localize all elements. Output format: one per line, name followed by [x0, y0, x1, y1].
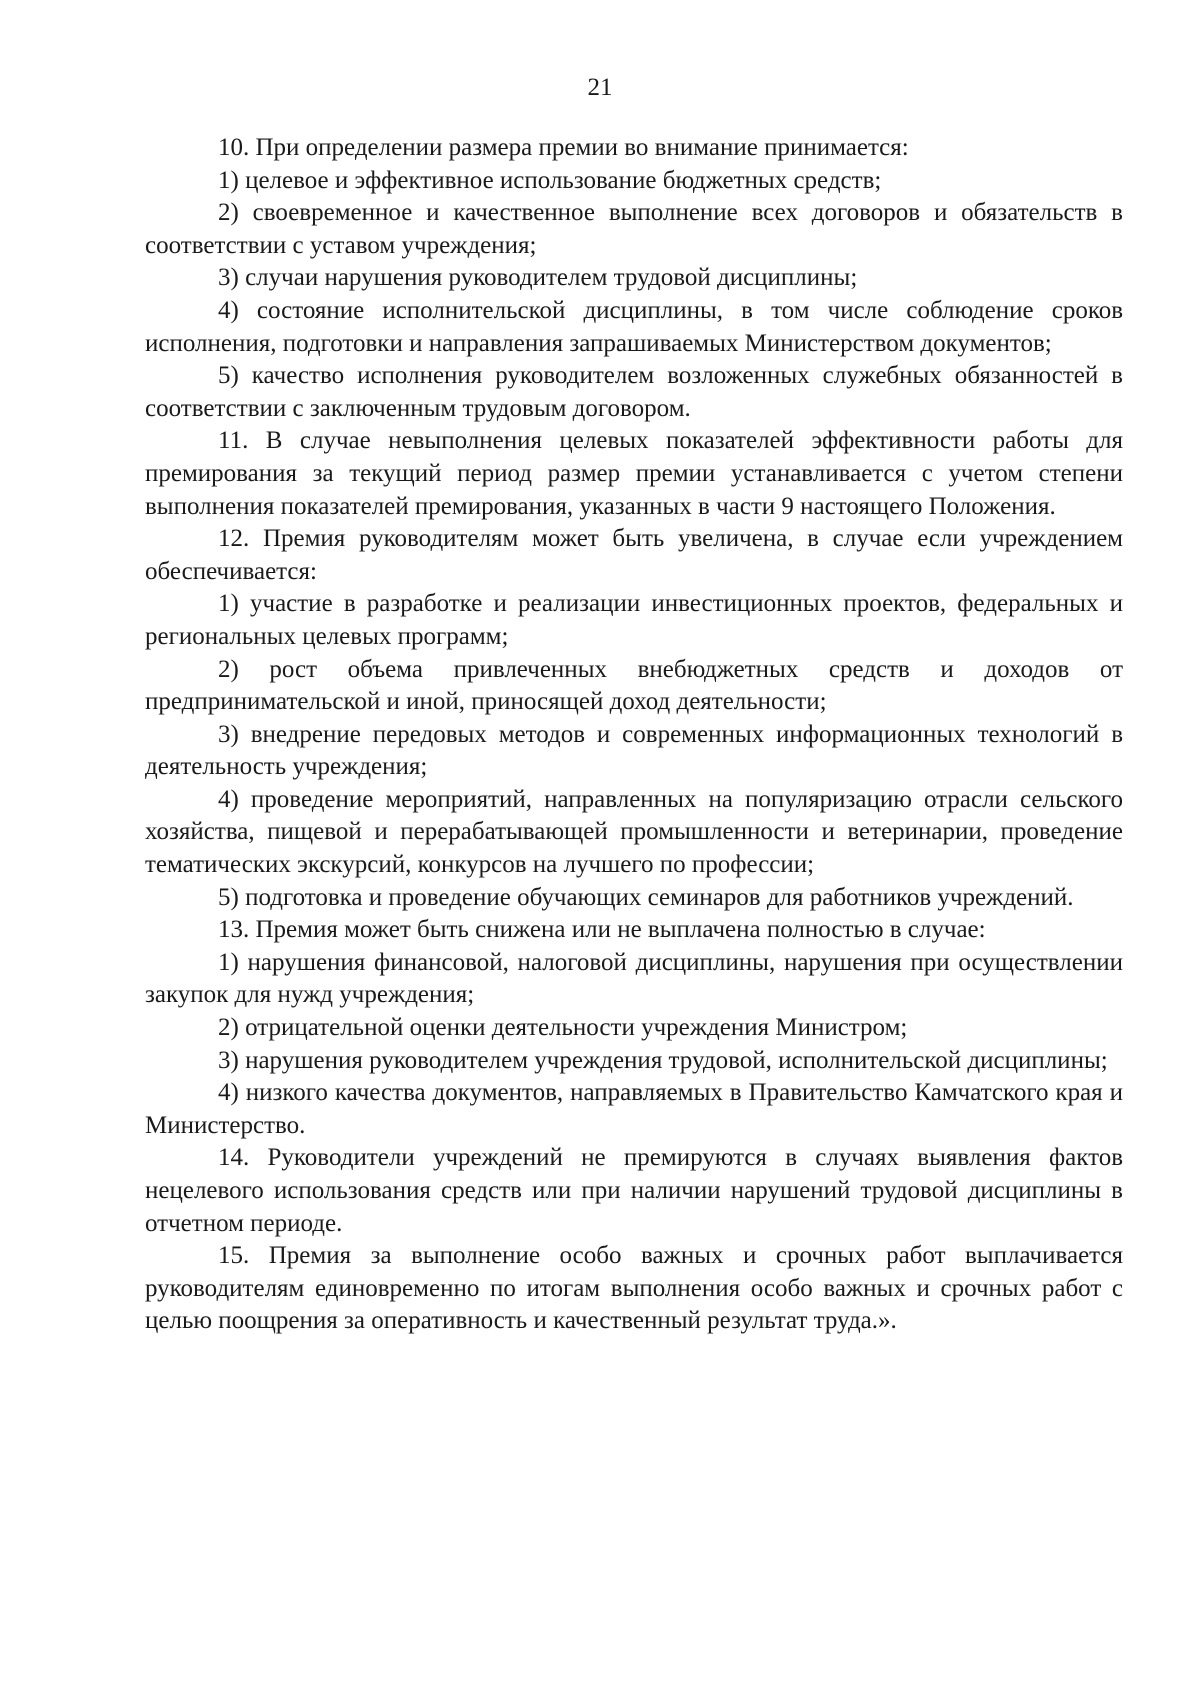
paragraph-14: 14. Руководители учреждений не премируются в случаях выявления фактов нецелевого использования средств или при наличии нарушений трудовой дисциплины в отчетном периоде. — [145, 1144, 1123, 1237]
paragraph-12-item-5: 5) подготовка и проведение обучающих семинаров для работников учреждений. — [218, 883, 1074, 911]
paragraph-12-item-3: 3) внедрение передовых методов и современных информационных технологий в деятельность учреждения; — [145, 720, 1123, 781]
paragraph-15: 15. Премия за выполнение особо важных и срочных работ выплачивается руководителям единовременно по итогам выполнения особо важных и срочных работ с целью поощрения за оперативность и качественный результат труда.». — [145, 1242, 1123, 1335]
paragraph-10-item-3: 3) случаи нарушения руководителем трудовой дисциплины; — [218, 264, 858, 292]
paragraph-10-item-4: 4) состояние исполнительской дисциплины, в том числе соблюдение сроков исполнения, подготовки и направления запрашиваемых Министерством документов; — [145, 296, 1123, 357]
paragraph-13: 13. Премия может быть снижена или не выплачена полностью в случае: — [218, 916, 986, 944]
paragraph-12-item-4: 4) проведение мероприятий, направленных на популяризацию отрасли сельского хозяйства, пищевой и перерабатывающей промышленности и ветеринарии, проведение тематических экскурсий, конкурсов на лучшего по профессии; — [145, 785, 1123, 879]
paragraph-10-item-5: 5) качество исполнения руководителем возложенных служебных обязанностей в соответствии с заключенным трудовым договором. — [145, 362, 1123, 422]
paragraph-10: 10. При определении размера премии во внимание принимается: — [218, 134, 909, 161]
paragraph-11: 11. В случае невыполнения целевых показателей эффективности работы для премирования за текущий период размер премии устанавливается с учетом степени выполнения показателей премирования, указанных в части 9 настоящего Положения. — [145, 427, 1123, 520]
document-body — [145, 132, 1123, 1338]
paragraph-13-item-2: 2) отрицательной оценки деятельности учреждения Министром; — [218, 1014, 908, 1042]
page-number: 21 — [587, 74, 613, 101]
paragraph-10-item-2: 2) своевременное и качественное выполнение всех договоров и обязательств в соответствии с уставом учреждения; — [145, 199, 1123, 259]
paragraph-13-item-1: 1) нарушения финансовой, налоговой дисциплины, нарушения при осуществлении закупок для нужд учреждения; — [145, 948, 1123, 1009]
paragraph-13-item-3: 3) нарушения руководителем учреждения трудовой, исполнительской дисциплины; — [218, 1046, 1108, 1074]
paragraph-12-item-1: 1) участие в разработке и реализации инвестиционных проектов, федеральных и региональных целевых программ; — [145, 590, 1123, 650]
paragraph-13-item-4: 4) низкого качества документов, направляемых в Правительство Камчатского края и Министерство. — [145, 1079, 1123, 1139]
paragraph-10-item-1: 1) целевое и эффективное использование бюджетных средств; — [218, 166, 882, 194]
paragraph-12: 12. Премия руководителям может быть увеличена, в случае если учреждением обеспечивается: — [145, 525, 1123, 585]
paragraph-12-item-2: 2) рост объема привлеченных внебюджетных средств и доходов от предпринимательской и иной, приносящей доход деятельности; — [145, 655, 1123, 716]
